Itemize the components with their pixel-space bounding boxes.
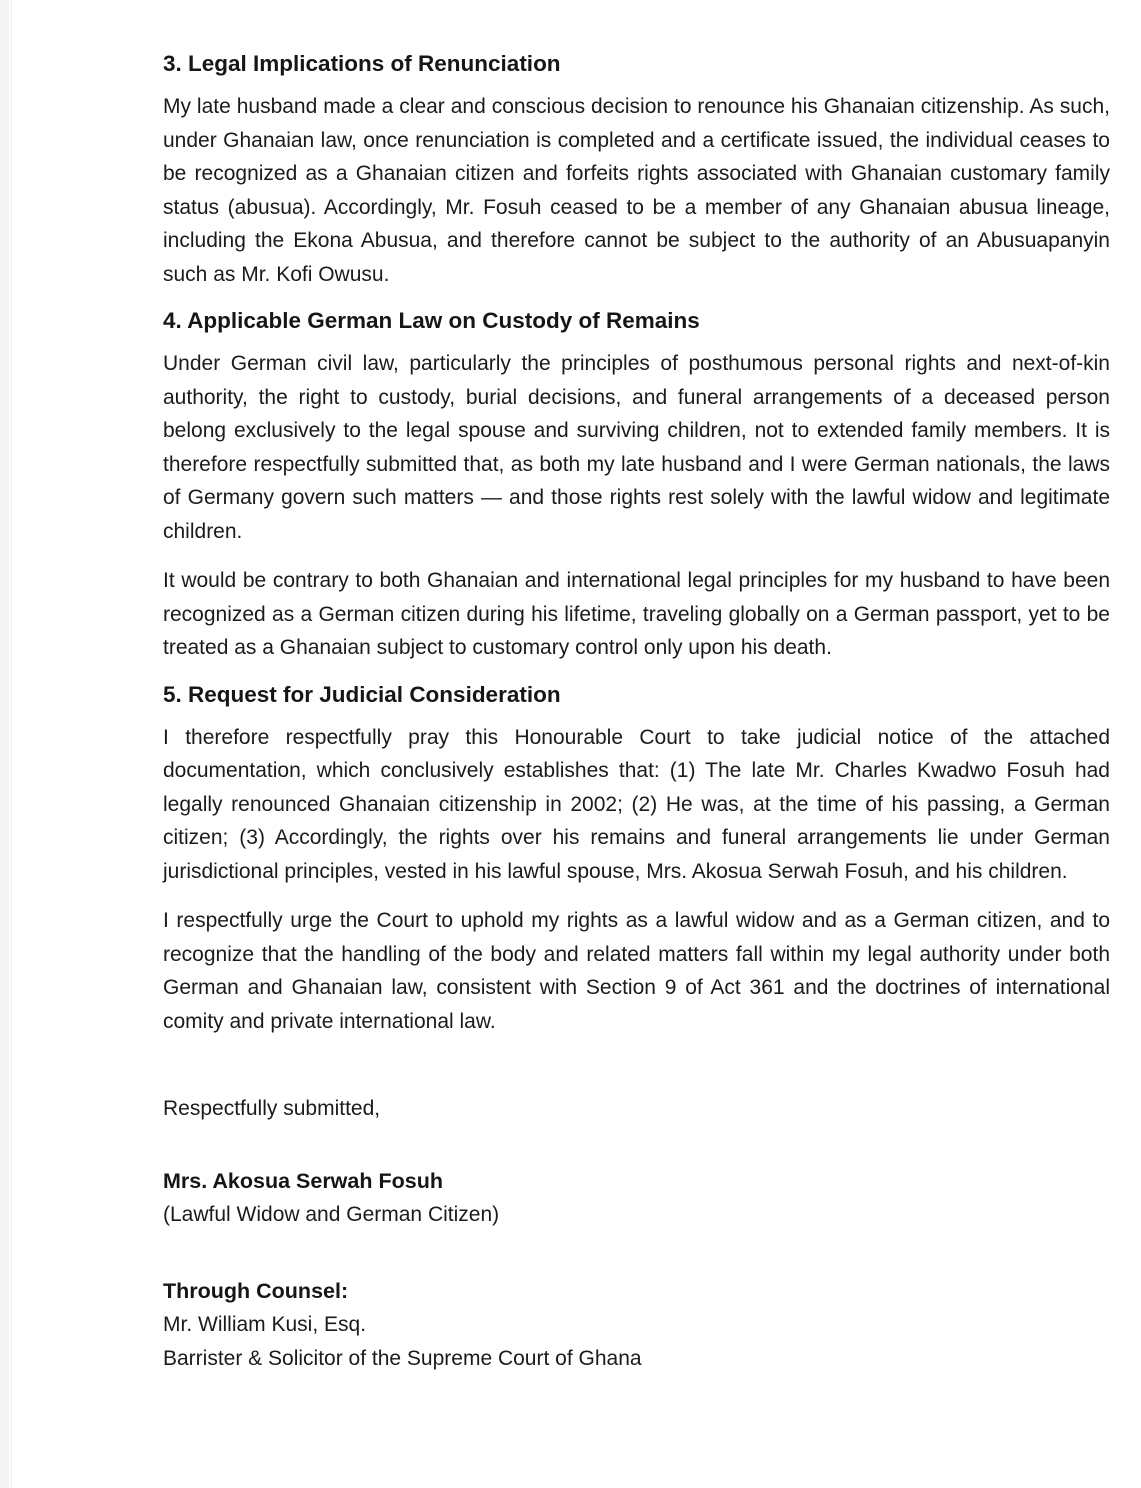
page-edge-strip [0,0,9,1488]
paragraph: Under German civil law, particularly the principles of posthumous personal rights and next-of-kin authority, the right to custody, burial decisions, and funeral arrangements of a deceased person belong exclusively to the legal spouse and surviving children, not to extended family members. It is therefore respectfully submitted that, as both my late husband and I were German nationals, the laws of Germany govern such matters — and those rights rest solely with the lawful widow and legitimate children. [163,352,1110,543]
page-edge-line [11,0,12,1488]
counsel-heading: Through Counsel: [163,1278,349,1303]
paragraph: I therefore respectfully pray this Honourable Court to take judicial notice of the attached documentation, which conclusively establishes that: (1) The late Mr. Charles Kwadwo Fosuh had legally renounced Ghanaian citizenship in 2002; (2) He was, at the time of his passing, a German citizen; (3) Accordingly, the rights over his remains and funeral arrangements lie under German jurisdictional principles, vested in his lawful spouse, Mrs. Akosua Serwah Fosuh, and his children. [163,725,1110,883]
closing-block [163,1092,1110,1375]
paragraph: My late husband made a clear and conscious decision to renounce his Ghanaian citizenship. As such, under Ghanaian law, once renunciation is completed and a certificate issued, the individual ceases to be recognized as a Ghanaian citizen and forfeits rights associated with Ghanaian customary family status (abusua). Accordingly, Mr. Fosuh ceased to be a member of any Ghanaian abusua lineage, including the Ekona Abusua, and therefore cannot be subject to the authority of an Abusuapanyin such as Mr. Kofi Owusu. [163,95,1110,286]
section-heading-3: 3. Legal Implications of Renunciation [163,51,561,76]
paragraph: It would be contrary to both Ghanaian and international legal principles for my husband to have been recognized as a German citizen during his lifetime, traveling globally on a German passport, yet to be treated as a Ghanaian subject to customary control only upon his death. [163,569,1110,659]
section-judicial-consideration [163,681,1110,1039]
signatory-title: (Lawful Widow and German Citizen) [163,1203,500,1226]
counsel-title: Barrister & Solicitor of the Supreme Court of Ghana [163,1346,642,1370]
salutation: Respectfully submitted, [163,1097,381,1120]
section-heading-4: 4. Applicable German Law on Custody of Remains [163,308,700,333]
section-legal-implications [163,50,1110,291]
section-heading-5: 5. Request for Judicial Consideration [163,681,561,707]
signatory-name: Mrs. Akosua Serwah Fosuh [163,1168,443,1193]
signature-block [163,1165,1110,1232]
counsel-block [163,1275,1110,1376]
counsel-name: Mr. William Kusi, Esq. [163,1313,367,1336]
section-german-law-custody [163,307,1110,665]
paragraph: I respectfully urge the Court to uphold my rights as a lawful widow and as a German citizen, and to recognize that the handling of the body and related matters fall within my legal authority under both German and Ghanaian law, consistent with Section 9 of Act 361 and the doctrines of international comity and private international law. [163,909,1110,1033]
document-content [163,50,1110,1375]
